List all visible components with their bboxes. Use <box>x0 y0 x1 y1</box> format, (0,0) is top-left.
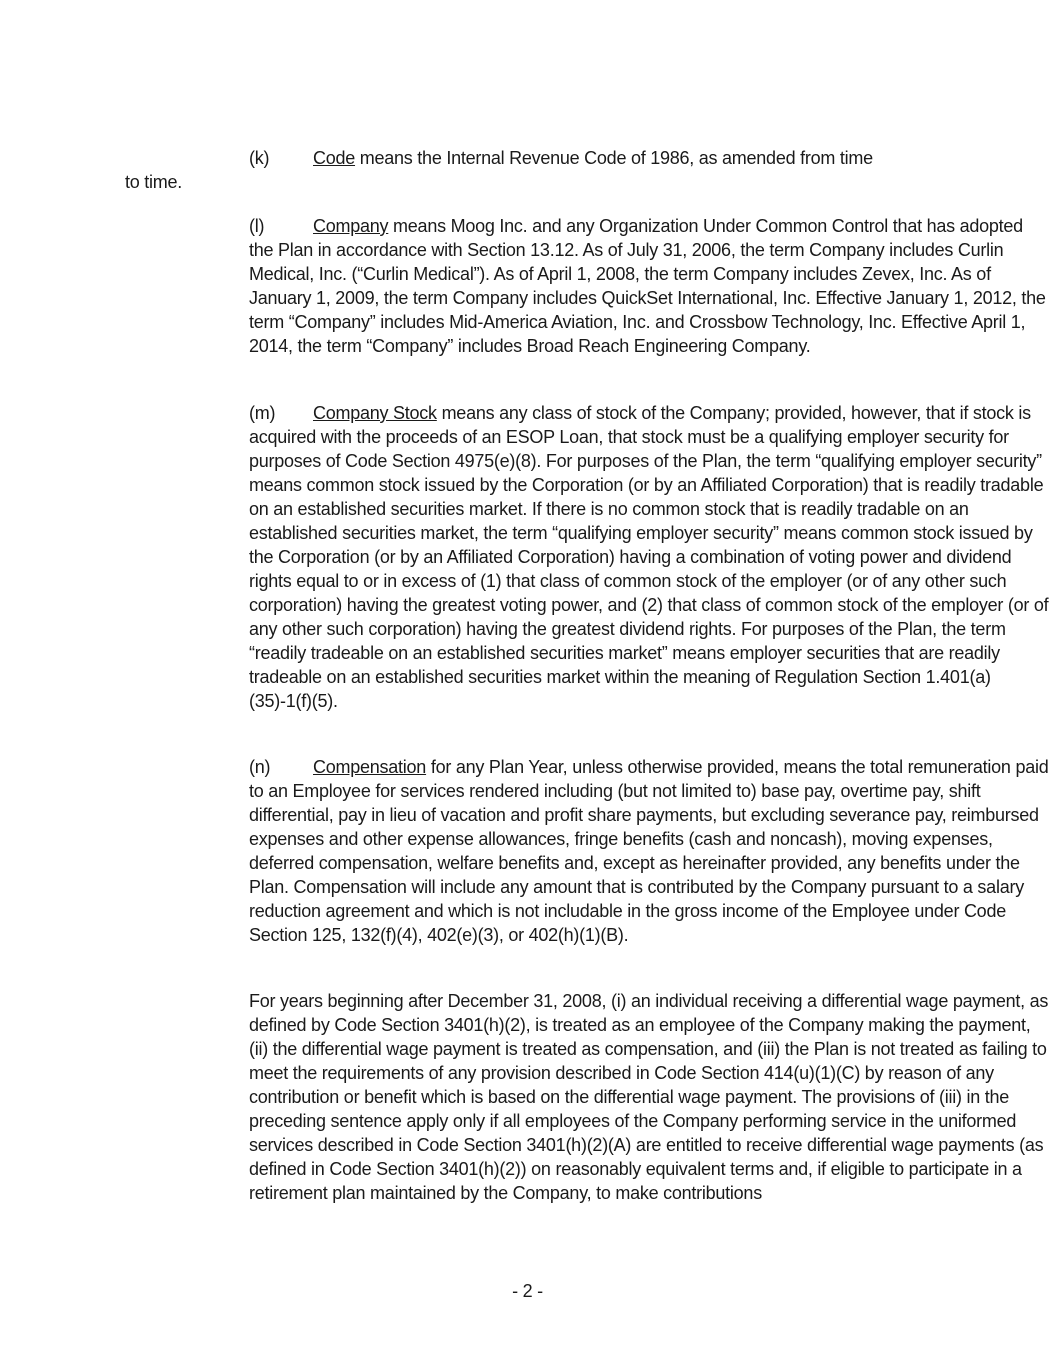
defined-term: Compensation <box>313 757 427 777</box>
paragraph-text: For years beginning after December 31, 2008, (i) an individual receiving a differential wage payment, as defined by Code Section 3401(h)(2), is treated as an employee of the Company making the payment, (ii) the differential wage payment is treated as compensation, and (iii) the Plan is not treated as failing to meet the requirements of any provision described in Code Section 414(u)(1)(C) by reason of any contribution or benefit which is based on the differential wage payment. The provisions of (iii) in the preceding sentence apply only if all employees of the Company performing service in the uniformed services described in Code Section 3401(h)(2)(A) are entitled to receive differential wage payments (as defined in Code Section 3401(h)(2)) on reasonably equivalent terms and, if eligible to participate in a retirement plan maintained by the Company, to make contributions <box>249 991 1049 1203</box>
paragraph-m <box>125 401 1049 713</box>
paragraph-n <box>125 755 1049 947</box>
page-number: - 2 - <box>512 1281 543 1301</box>
paragraph-text: means Moog Inc. and any Organization Under Common Control that has adopted the Plan in accordance with Section 13.12. As of July 31, 2006, the term Company includes Curlin Medical, Inc. (“Curlin Medical”). As of April 1, 2008, the term Company includes Zevex, Inc. As of January 1, 2009, the term Company includes QuickSet International, Inc. Effective January 1, 2012, the term “Company” includes Mid-America Aviation, Inc. and Crossbow Technology, Inc. Effective April 1, 2014, the term “Company” includes Broad Reach Engineering Company. <box>249 216 1046 356</box>
paragraph-text: means the Internal Revenue Code of 1986, as amended from time <box>355 148 873 168</box>
paragraph-text: for any Plan Year, unless otherwise provided, means the total remuneration paid to an Employee for services rendered including (but not limited to) base pay, overtime pay, shift differential, pay in lieu of vacation and profit share payments, but excluding severance pay, reimbursed expenses and other expense allowances, fringe benefits (cash and noncash), moving expenses, deferred compensation, welfare benefits and, except as hereinafter provided, any benefits under the Plan. Compensation will include any amount that is contributed by the Company pursuant to a salary reduction agreement and which is not includable in the gross income of the Employee under Code Section 125, 132(f)(4), 402(e)(3), or 402(h)(1)(B). <box>249 757 1049 945</box>
paragraph-label: (l) <box>249 216 265 236</box>
defined-term: Company Stock <box>313 403 437 423</box>
paragraph-k <box>125 146 925 194</box>
paragraph-label: (n) <box>249 757 271 777</box>
paragraph-label: (k) <box>249 148 270 168</box>
defined-term: Company <box>313 216 389 236</box>
defined-term: Code <box>313 148 356 168</box>
paragraph-text: means any class of stock of the Company; provided, however, that if stock is acquired with the proceeds of an ESOP Loan, that stock must be a qualifying employer security for purposes of Code Section 4975(e)(8). For purposes of the Plan, the term “qualifying employer security” means common stock issued by the Corporation (or by an Affiliated Corporation) that is readily tradable on an established securities market. If there is no common stock that is readily tradable on an established securities market, the term “qualifying employer security” means common stock issued by the Corporation (or by an Affiliated Corporation) having a combination of voting power and dividend rights equal to or in excess of (1) that class of common stock of the employer (or of any other such corporation) having the greatest voting power, and (2) that class of common stock of the employer (or of any other such corporation) having the greatest dividend rights. For purposes of the Plan, the term “readily tradeable on an established securities market” means employer securities that are readily tradeable on an established securities market within the meaning of Regulation Section 1.401(a)(35)-1(f)(5). <box>249 403 1049 711</box>
paragraph-l <box>125 214 1049 358</box>
paragraph-text-continued: to time. <box>125 172 183 192</box>
paragraph-label: (m) <box>249 403 276 423</box>
paragraph-differential-wage <box>125 989 1049 1205</box>
